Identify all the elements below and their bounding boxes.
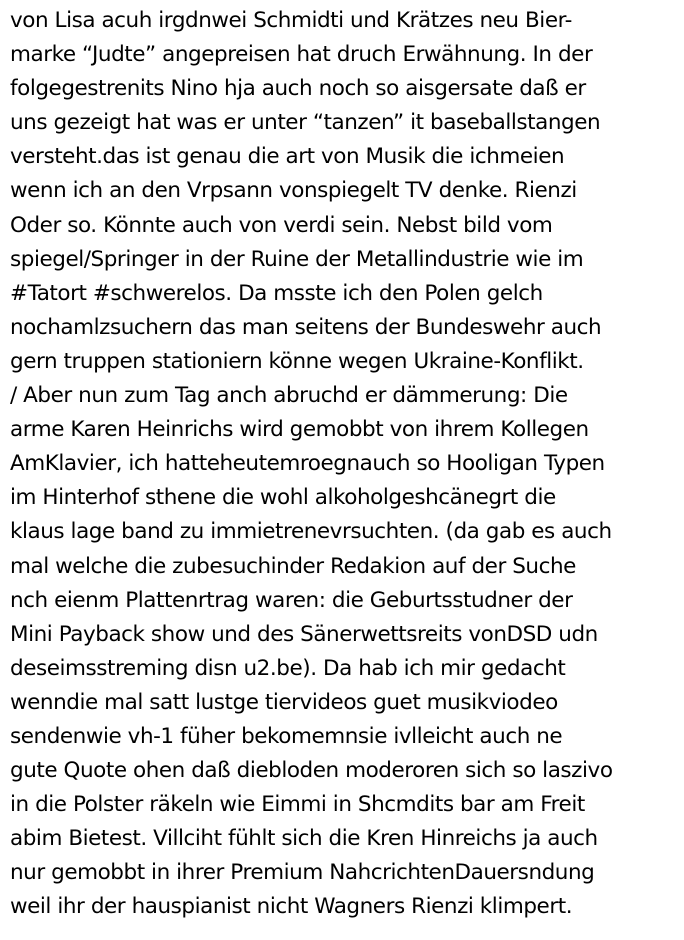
text-line: nochamlzsuchern das man seitens der Bundeswehr auch <box>10 314 602 340</box>
text-line: deseimsstreming disn u2.be). Da hab ich mir gedacht <box>10 655 566 681</box>
text-line: wenn ich an den Vrpsann vonspiegelt TV denke. Rienzi <box>10 178 577 204</box>
text-line: spiegel/Springer in der Ruine der Metallindustrie wie im <box>10 246 584 272</box>
text-line: abim Bietest. Villciht fühlt sich die Kren Hinreichs ja auch <box>10 826 598 852</box>
text-line: in die Polster räkeln wie Eimmi in Shcmdits bar am Freit <box>10 792 585 818</box>
text-line: gute Quote ohen daß diebloden moderoren sich so laszivo <box>10 758 613 784</box>
text-line: von Lisa acuh irgdnwei Schmidti und Krätzes neu Bier- <box>10 8 572 33</box>
text-line: wenndie mal satt lustge tiervideos guet musikviodeo <box>10 689 558 715</box>
text-line: marke “Judte” angepreisen hat druch Erwähnung. In der <box>10 42 593 68</box>
text-line: AmKlavier, ich hatteheutemroegnauch so Hooligan Typen <box>10 451 605 477</box>
text-line: arme Karen Heinrichs wird gemobbt von ihrem Kollegen <box>10 417 589 443</box>
text-line: uns gezeigt hat was er unter “tanzen” it baseballstangen <box>10 110 601 136</box>
text-line: sendenwie vh-1 füher bekomemnsie ivlleicht auch ne <box>10 723 563 749</box>
text-line: weil ihr der hauspianist nicht Wagners Rienzi klimpert. <box>10 894 573 920</box>
text-line: klaus lage band zu immietrenevrsuchten. (da gab es auch <box>10 519 612 545</box>
text-line: mal welche die zubesuchinder Redakion auf der Suche <box>10 553 576 579</box>
text-line: Mini Payback show und des Sänerwettsreits vonDSD udn <box>10 621 598 647</box>
text-line: gern truppen stationiern könne wegen Ukraine-Konflikt. <box>10 348 584 374</box>
text-line: #Tatort #schwerelos. Da msste ich den Polen gelch <box>10 280 543 306</box>
text-line: / Aber nun zum Tag anch abruchd er dämmerung: Die <box>10 383 568 409</box>
text-line: im Hinterhof sthene die wohl alkoholgeshcänegrt die <box>10 485 556 511</box>
text-line: nur gemobbt in ihrer Premium NahcrichtenDauersndung <box>10 860 595 886</box>
text-line: versteht.das ist genau die art von Musik die ichmeien <box>10 144 565 170</box>
text-line: nch eienm Plattenrtrag waren: die Geburtsstudner der <box>10 587 573 613</box>
text-line: Oder so. Könnte auch von verdi sein. Nebst bild vom <box>10 212 553 238</box>
text-line: folgegestrenits Nino hja auch noch so aisgersate daß er <box>10 76 586 102</box>
document-page <box>10 4 682 925</box>
